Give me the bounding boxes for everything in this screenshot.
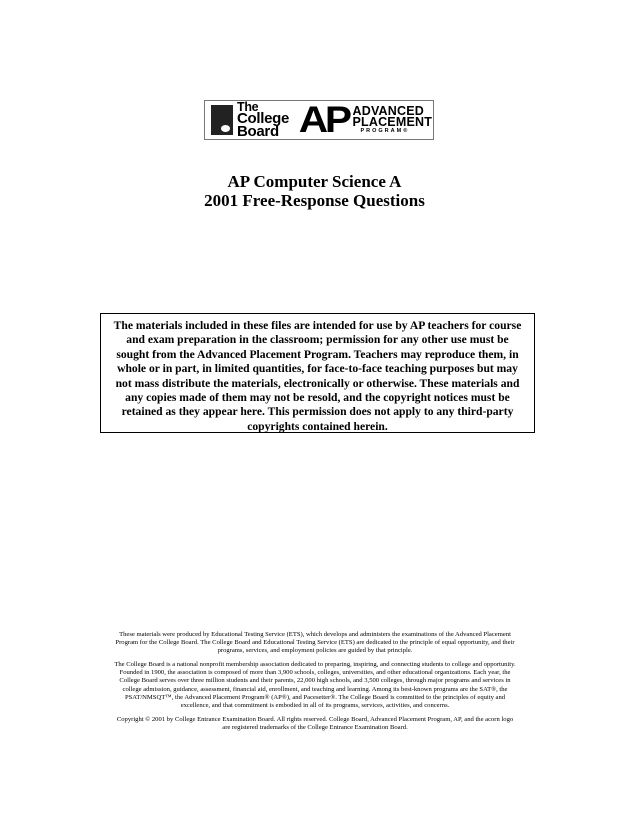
text-line: Program for the College Board. The College Board and Educational Testing Service (ETS) are dedicated to the principle of equal opportunity, and their [115, 639, 515, 647]
logo-text: College [237, 110, 290, 128]
text-line: are registered trademarks of the College Entrance Examination Board. [222, 723, 408, 731]
subtitle-line: 2001 Free-Response Questions [204, 191, 425, 210]
text-line: The materials included in these files are intended for use by AP teachers for course [113, 319, 522, 332]
text-line: Founded in 1900, the association is composed of more than 3,900 schools, colleges, universities, and other educational organizations. Each year, the [119, 669, 511, 677]
text-line: The College Board is a national nonprofit membership association dedicated to preparing, inspiring, and connecting students to college and opportunity. [114, 661, 516, 669]
text-line: Copyright © 2001 by College Entrance Examination Board. All rights reserved. College Board, Advanced Placement Program, AP, and the acorn logo [116, 715, 514, 723]
text-line: copyrights contained herein. [247, 419, 388, 433]
logo-text: Board [237, 123, 279, 141]
text-line: not mass distribute the materials, electronically or otherwise. These materials and [115, 376, 520, 390]
footer-ets-paragraph [80, 631, 550, 655]
logo-text: The [237, 99, 259, 114]
college-board-ap-logo [204, 100, 434, 140]
logo-text: ADVANCED [352, 103, 424, 118]
text-line: sought from the Advanced Placement Program. Teachers may reproduce them, in [116, 347, 519, 361]
text-line: college admission, guidance, assessment, financial aid, enrollment, and teaching and learning. Among its best-known programs are the SAT®, the [122, 685, 508, 693]
advanced-placement-wordmark [352, 103, 433, 135]
logo-text: PROGRAM® [360, 127, 410, 134]
footer-copyright-paragraph [80, 716, 550, 732]
text-line: whole or in part, in limited quantities, for face-to-face teaching purposes but may [117, 362, 518, 376]
text-line: excellence, and that commitment is embodied in all of its programs, services, activities, and concerns. [180, 701, 450, 709]
title-line: AP Computer Science A [227, 172, 402, 191]
text-line: programs, services, and employment policies are guided by that principle. [217, 647, 413, 655]
footer [80, 631, 550, 738]
text-line: College Board serves over three million students and their parents, 22,000 high schools, and 3,500 colleges, through major programs and services in [119, 677, 511, 685]
text-line: retained as they appear here. This permission does not apply to any third-party [121, 405, 514, 419]
text-line: These materials were produced by Educational Testing Service (ETS), which develops and administers the examinations of the Advanced Placement [119, 631, 511, 638]
footer-college-board-paragraph [80, 661, 550, 710]
college-board-wordmark [237, 99, 290, 141]
text-line: any copies made of them may not be resold, and the copyright notices must be [125, 391, 510, 405]
document-title [0, 172, 629, 210]
acorn-logo-icon [211, 105, 233, 135]
ap-wordmark: AP [298, 99, 349, 140]
text-line: and exam preparation in the classroom; permission for any other use must be [126, 333, 509, 347]
text-line: PSAT/NMSQT™, the Advanced Placement Program® (AP®), and Pacesetter®. The College Board is committed to the principles of equity and [124, 693, 506, 701]
permission-notice-box [100, 313, 535, 433]
logo-text: PLACEMENT [352, 114, 433, 129]
